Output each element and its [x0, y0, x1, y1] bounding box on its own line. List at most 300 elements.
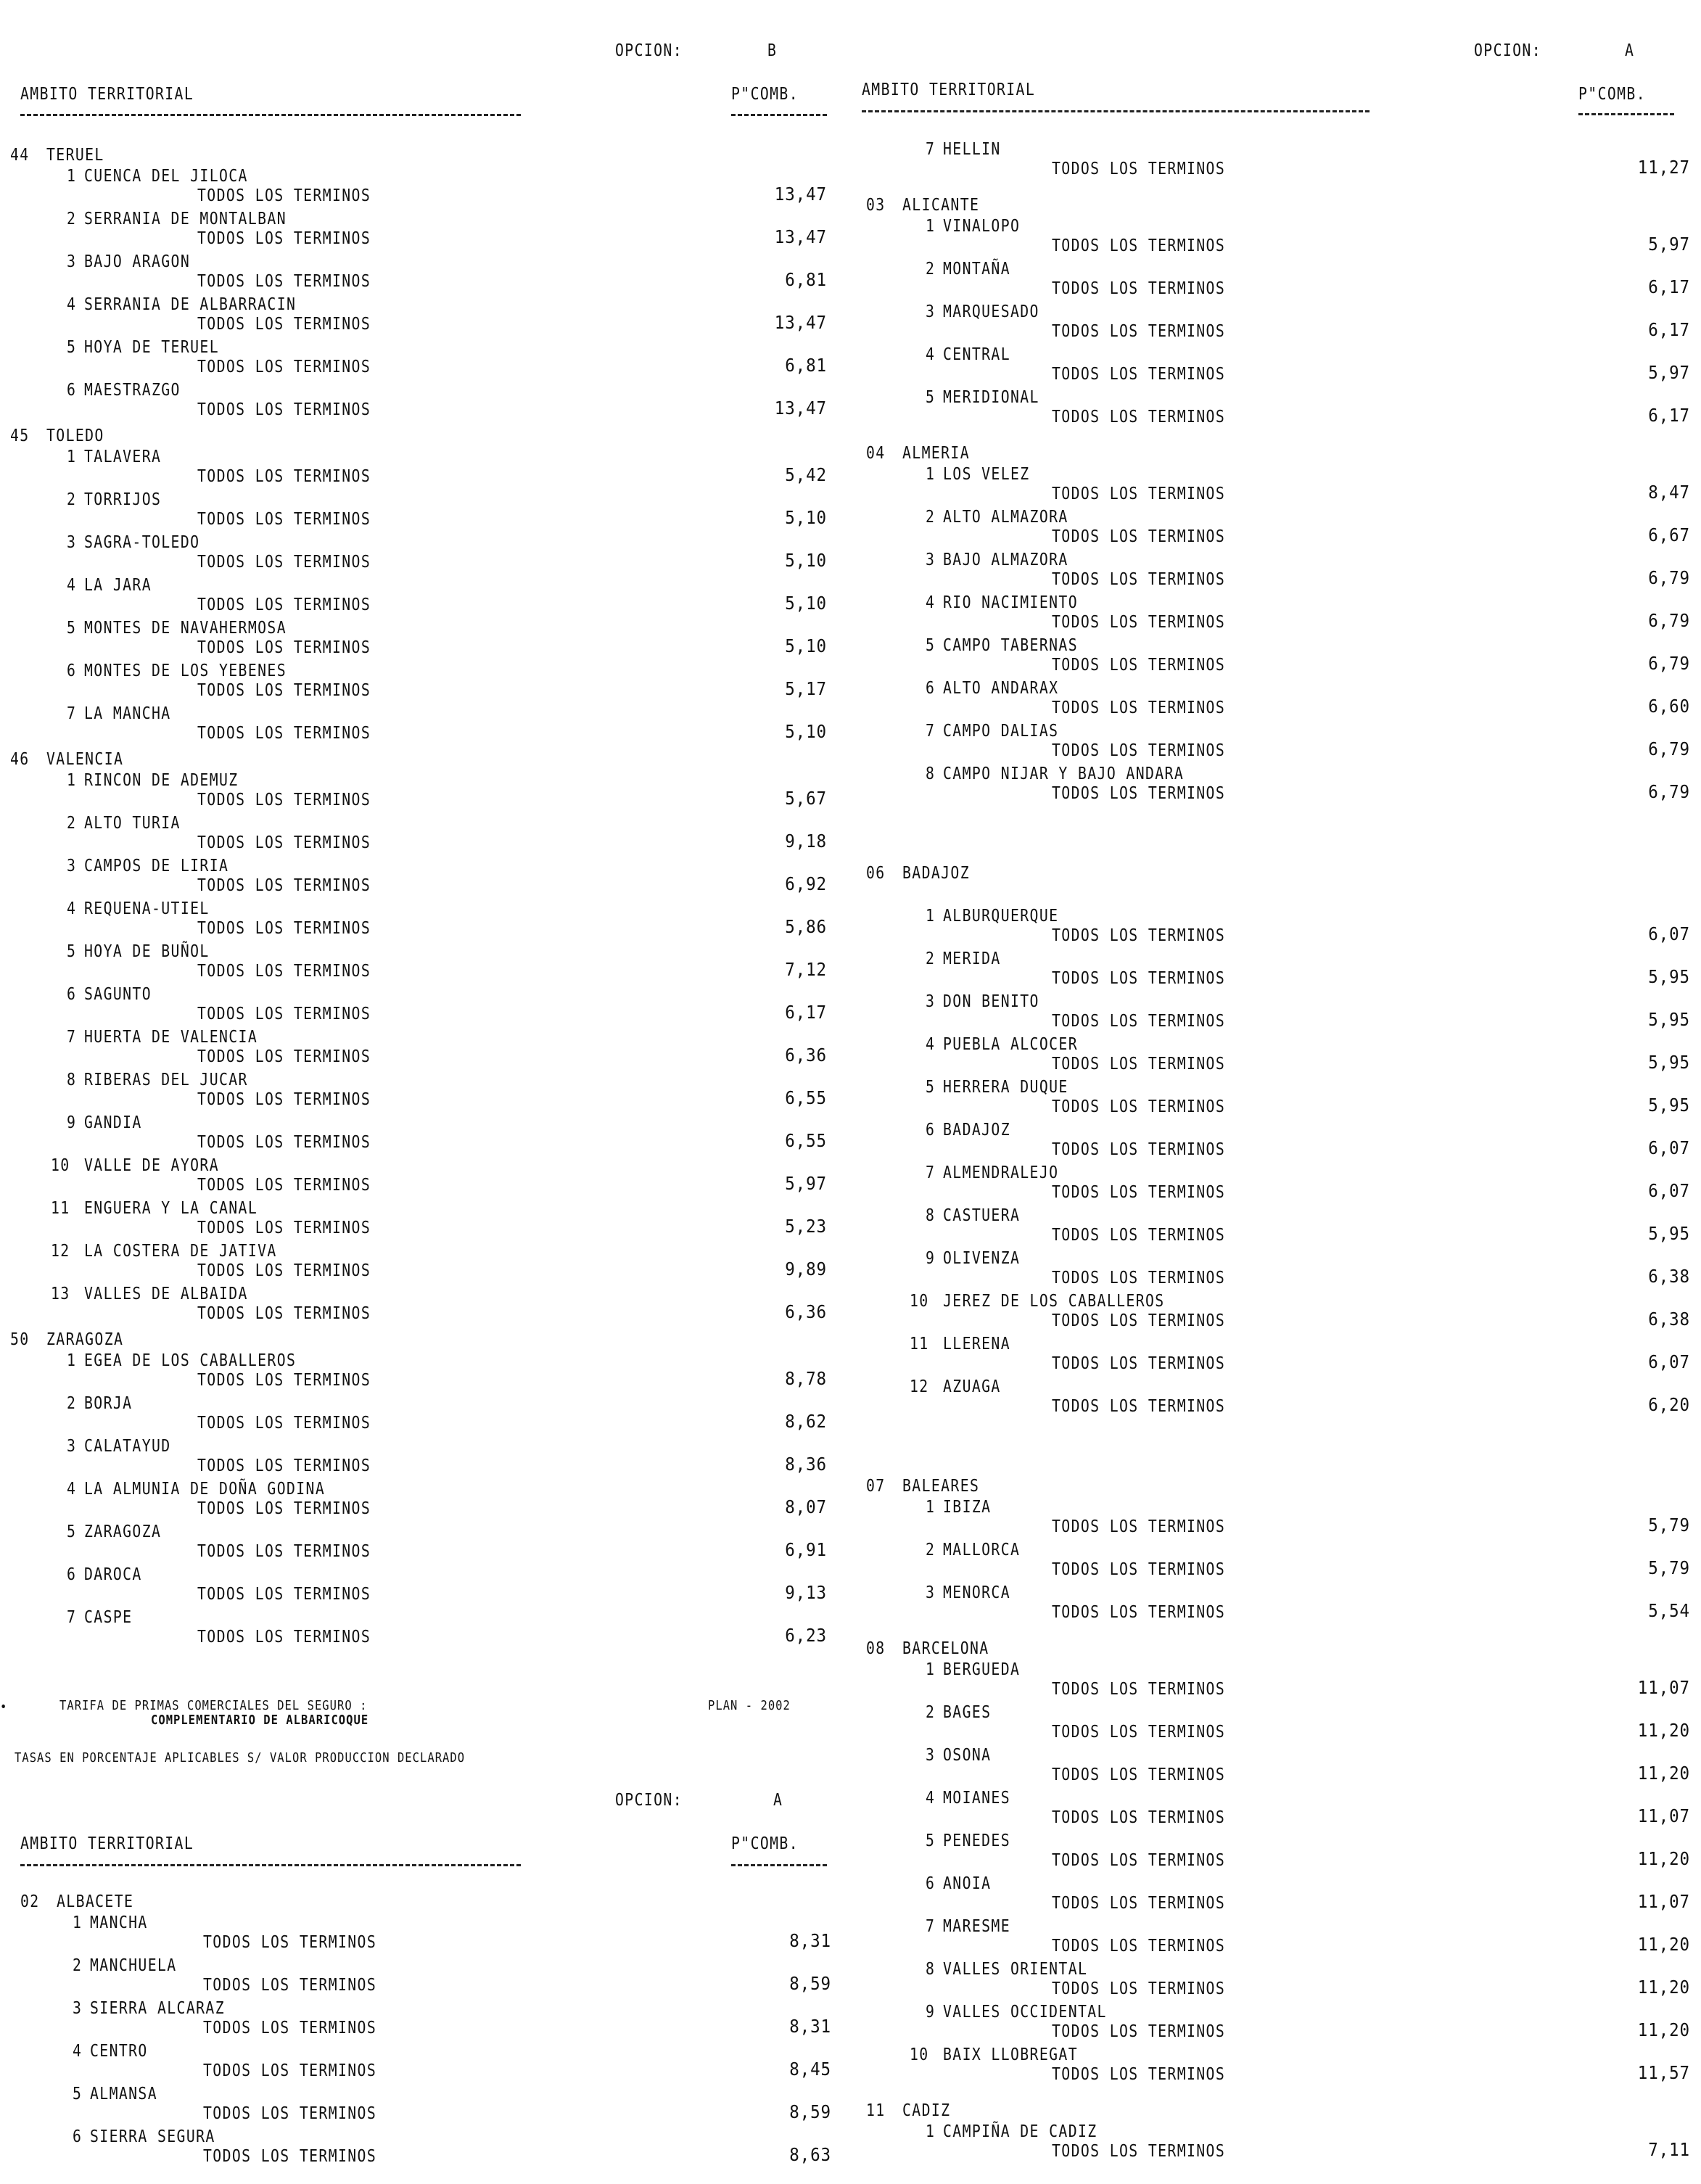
comarca-name: OSONA	[943, 1746, 992, 1765]
comarca-name: CAMPOS DE LIRIA	[84, 857, 229, 875]
premium-rate-value: 6,79	[1648, 781, 1690, 802]
terminos-label: TODOS LOS TERMINOS	[197, 1219, 371, 1237]
terminos-label: TODOS LOS TERMINOS	[197, 791, 371, 809]
province-name: BALEARES	[902, 1477, 980, 1496]
comarca-number: 10	[910, 1292, 929, 1311]
comarca-name: CENTRO	[90, 2042, 148, 2061]
comarca-name: CASPE	[84, 1608, 133, 1627]
comarca-name: MANCHA	[90, 1913, 148, 1932]
comarca-number: 7	[67, 704, 77, 723]
comarca-name: CAMPIÑA DE CADIZ	[943, 2122, 1097, 2141]
premium-rate-value: 6,20	[1648, 1394, 1690, 1415]
comarca-number: 12	[51, 1242, 70, 1261]
terminos-label: TODOS LOS TERMINOS	[203, 2061, 377, 2080]
comarca-name: MERIDA	[943, 949, 1001, 968]
comarca-number: 5	[67, 942, 77, 961]
terminos-label: TODOS LOS TERMINOS	[1052, 1808, 1226, 1827]
comarca-number: 11	[910, 1335, 929, 1353]
premium-rate-value: 6,07	[1648, 1351, 1690, 1372]
terminos-label: TODOS LOS TERMINOS	[197, 1371, 371, 1390]
option-value: A	[773, 1791, 783, 1810]
comarca-name: ALBURQUERQUE	[943, 907, 1059, 926]
comarca-name: MONTAÑA	[943, 260, 1011, 279]
terminos-label: TODOS LOS TERMINOS	[197, 400, 371, 419]
terminos-label: TODOS LOS TERMINOS	[197, 1304, 371, 1323]
comarca-name: MAESTRAZGO	[84, 381, 181, 400]
comarca-name: MONTES DE LOS YEBENES	[84, 662, 287, 680]
header-rule-territory	[20, 114, 521, 116]
comarca-name: BAJO ARAGON	[84, 252, 191, 271]
comarca-name: LLERENA	[943, 1335, 1011, 1353]
terminos-label: TODOS LOS TERMINOS	[1052, 1055, 1226, 1074]
premium-rate-value: 5,79	[1648, 1515, 1690, 1536]
premium-rate-value: 6,81	[785, 269, 827, 290]
comarca-number: 5	[926, 388, 936, 407]
terminos-label: TODOS LOS TERMINOS	[203, 2019, 377, 2037]
terminos-label: TODOS LOS TERMINOS	[197, 1628, 371, 1647]
column-header-territory: AMBITO TERRITORIAL	[20, 85, 194, 104]
terminos-label: TODOS LOS TERMINOS	[203, 2147, 377, 2166]
province-name: TOLEDO	[46, 427, 104, 445]
comarca-name: LA COSTERA DE JATIVA	[84, 1242, 277, 1261]
terminos-label: TODOS LOS TERMINOS	[197, 272, 371, 291]
comarca-name: HELLIN	[943, 140, 1001, 159]
comarca-name: ALMENDRALEJO	[943, 1163, 1059, 1182]
option-label: OPCION:	[1474, 41, 1542, 60]
terminos-label: TODOS LOS TERMINOS	[1052, 1680, 1226, 1699]
comarca-name: HOYA DE BUÑOL	[84, 942, 210, 961]
comarca-name: VINALOPO	[943, 217, 1021, 236]
comarca-number: 6	[926, 1874, 936, 1893]
comarca-number: 6	[67, 985, 77, 1004]
comarca-number: 2	[67, 490, 77, 509]
comarca-number: 8	[67, 1071, 77, 1089]
province-code: 11	[866, 2101, 886, 2120]
comarca-number: 1	[73, 1913, 83, 1932]
column-header-premium: P"COMB.	[1578, 85, 1647, 104]
comarca-number: 1	[67, 771, 77, 790]
premium-rate-value: 5,10	[785, 635, 827, 656]
comarca-number: 9	[926, 2003, 936, 2022]
comarca-name: LA MANCHA	[84, 704, 171, 723]
comarca-number: 1	[926, 2122, 936, 2141]
terminos-label: TODOS LOS TERMINOS	[1052, 656, 1226, 675]
comarca-number: 6	[926, 1121, 936, 1140]
premium-rate-value: 6,17	[785, 1002, 827, 1023]
comarca-number: 6	[73, 2127, 83, 2146]
comarca-name: BADAJOZ	[943, 1121, 1011, 1140]
comarca-number: 6	[926, 679, 936, 698]
comarca-name: DON BENITO	[943, 992, 1039, 1011]
terminos-label: TODOS LOS TERMINOS	[203, 2104, 377, 2123]
terminos-label: TODOS LOS TERMINOS	[197, 1414, 371, 1433]
comarca-name: REQUENA-UTIEL	[84, 899, 210, 918]
premium-rate-value: 6,07	[1648, 1180, 1690, 1201]
terminos-label: TODOS LOS TERMINOS	[1052, 1097, 1226, 1116]
premium-rate-value: 5,79	[1648, 1557, 1690, 1578]
option-label: OPCION:	[615, 1791, 683, 1810]
terminos-label: TODOS LOS TERMINOS	[197, 1176, 371, 1195]
terminos-label: TODOS LOS TERMINOS	[1052, 1140, 1226, 1159]
comarca-name: VALLES ORIENTAL	[943, 1960, 1088, 1979]
terminos-label: TODOS LOS TERMINOS	[1052, 2022, 1226, 2041]
comarca-number: 7	[926, 1163, 936, 1182]
premium-rate-value: 5,10	[785, 507, 827, 528]
premium-rate-value: 13,47	[774, 312, 827, 333]
comarca-name: HERRERA DUQUE	[943, 1078, 1068, 1097]
province-name: TERUEL	[46, 146, 104, 165]
comarca-name: MOIANES	[943, 1789, 1011, 1808]
comarca-name: MONTES DE NAVAHERMOSA	[84, 619, 287, 638]
premium-rate-value: 5,86	[785, 916, 827, 937]
terminos-label: TODOS LOS TERMINOS	[197, 962, 371, 981]
comarca-number: 12	[910, 1377, 929, 1396]
comarca-number: 3	[926, 551, 936, 569]
terminos-label: TODOS LOS TERMINOS	[1052, 570, 1226, 589]
comarca-name: EGEA DE LOS CABALLEROS	[84, 1351, 297, 1370]
header-rule-premium	[731, 114, 827, 116]
premium-rate-value: 5,95	[1648, 1095, 1690, 1116]
comarca-number: 4	[926, 1035, 936, 1054]
premium-rate-value: 13,47	[774, 226, 827, 247]
premium-rate-value: 8,31	[789, 2016, 831, 2037]
premium-rate-value: 11,20	[1637, 1977, 1690, 1998]
comarca-number: 4	[73, 2042, 83, 2061]
comarca-number: 7	[926, 1917, 936, 1936]
comarca-number: 1	[926, 217, 936, 236]
comarca-name: CALATAYUD	[84, 1437, 171, 1456]
left-column	[0, 0, 849, 2184]
comarca-name: LA ALMUNIA DE DOÑA GODINA	[84, 1480, 326, 1499]
tariff-title: TARIFA DE PRIMAS COMERCIALES DEL SEGURO :	[59, 1698, 368, 1713]
terminos-label: TODOS LOS TERMINOS	[197, 1499, 371, 1518]
terminos-label: TODOS LOS TERMINOS	[1052, 613, 1226, 632]
comarca-number: 10	[910, 2045, 929, 2064]
comarca-number: 1	[67, 448, 77, 466]
premium-rate-value: 11,07	[1637, 1677, 1690, 1698]
premium-rate-value: 8,59	[789, 2101, 831, 2122]
comarca-number: 4	[926, 593, 936, 612]
comarca-number: 5	[67, 619, 77, 638]
comarca-number: 3	[926, 1583, 936, 1602]
terminos-label: TODOS LOS TERMINOS	[1052, 1560, 1226, 1579]
comarca-number: 1	[926, 465, 936, 484]
comarca-number: 1	[67, 1351, 77, 1370]
comarca-name: SIERRA ALCARAZ	[90, 1999, 225, 2018]
terminos-label: TODOS LOS TERMINOS	[1052, 741, 1226, 760]
province-name: BADAJOZ	[902, 864, 971, 883]
terminos-label: TODOS LOS TERMINOS	[197, 229, 371, 248]
province-name: BARCELONA	[902, 1639, 989, 1658]
terminos-label: TODOS LOS TERMINOS	[1052, 322, 1226, 341]
terminos-label: TODOS LOS TERMINOS	[1052, 1226, 1226, 1245]
premium-rate-value: 8,07	[785, 1496, 827, 1517]
comarca-number: 2	[67, 814, 77, 833]
plan-label: PLAN - 2002	[708, 1698, 791, 1713]
terminos-label: TODOS LOS TERMINOS	[203, 1976, 377, 1995]
comarca-number: 2	[67, 210, 77, 228]
premium-rate-value: 6,07	[1648, 923, 1690, 944]
comarca-number: 3	[67, 533, 77, 552]
right-column	[856, 0, 1701, 2184]
premium-rate-value: 5,54	[1648, 1600, 1690, 1621]
comarca-number: 6	[67, 1565, 77, 1584]
premium-rate-value: 8,59	[789, 1973, 831, 1994]
comarca-name: SAGRA-TOLEDO	[84, 533, 200, 552]
comarca-name: VALLES DE ALBAIDA	[84, 1285, 248, 1303]
terminos-label: TODOS LOS TERMINOS	[197, 186, 371, 205]
comarca-name: JEREZ DE LOS CABALLEROS	[943, 1292, 1165, 1311]
terminos-label: TODOS LOS TERMINOS	[1052, 160, 1226, 178]
premium-rate-value: 11,27	[1637, 157, 1690, 178]
premium-rate-value: 13,47	[774, 397, 827, 419]
premium-rate-value: 6,55	[785, 1087, 827, 1108]
comarca-name: PENEDES	[943, 1831, 1011, 1850]
comarca-number: 4	[926, 1789, 936, 1808]
premium-rate-value: 8,63	[789, 2144, 831, 2165]
terminos-label: TODOS LOS TERMINOS	[197, 596, 371, 614]
comarca-number: 5	[926, 1078, 936, 1097]
terminos-label: TODOS LOS TERMINOS	[197, 724, 371, 743]
terminos-label: TODOS LOS TERMINOS	[197, 833, 371, 852]
province-code: 06	[866, 864, 886, 883]
premium-rate-value: 6,07	[1648, 1137, 1690, 1158]
premium-rate-value: 11,57	[1637, 2062, 1690, 2083]
comarca-name: VALLE DE AYORA	[84, 1156, 219, 1175]
terminos-label: TODOS LOS TERMINOS	[197, 358, 371, 376]
terminos-label: TODOS LOS TERMINOS	[1052, 1397, 1226, 1416]
terminos-label: TODOS LOS TERMINOS	[197, 876, 371, 895]
premium-rate-value: 9,13	[785, 1582, 827, 1603]
comarca-name: CENTRAL	[943, 345, 1011, 364]
premium-rate-value: 6,38	[1648, 1309, 1690, 1330]
comarca-number: 11	[51, 1199, 70, 1218]
comarca-number: 5	[926, 636, 936, 655]
comarca-name: AZUAGA	[943, 1377, 1001, 1396]
comarca-name: MENORCA	[943, 1583, 1011, 1602]
comarca-number: 5	[67, 338, 77, 357]
comarca-number: 6	[67, 662, 77, 680]
header-rule-premium	[1578, 113, 1674, 115]
premium-rate-value: 5,10	[785, 593, 827, 614]
terminos-label: TODOS LOS TERMINOS	[197, 638, 371, 657]
comarca-number: 9	[926, 1249, 936, 1268]
comarca-number: 1	[926, 1498, 936, 1517]
column-header-premium: P"COMB.	[731, 85, 799, 104]
header-rule-territory	[862, 110, 1370, 112]
premium-rate-value: 6,17	[1648, 405, 1690, 426]
comarca-name: SAGUNTO	[84, 985, 152, 1004]
comarca-name: TALAVERA	[84, 448, 162, 466]
terminos-label: TODOS LOS TERMINOS	[1052, 1765, 1226, 1784]
comarca-name: BORJA	[84, 1394, 133, 1413]
comarca-number: 3	[926, 992, 936, 1011]
comarca-number: 5	[67, 1522, 77, 1541]
option-label: OPCION:	[615, 41, 683, 60]
premium-rate-value: 6,79	[1648, 567, 1690, 588]
province-code: 46	[10, 750, 30, 769]
terminos-label: TODOS LOS TERMINOS	[1052, 2065, 1226, 2084]
terminos-label: TODOS LOS TERMINOS	[197, 1542, 371, 1561]
terminos-label: TODOS LOS TERMINOS	[1052, 2142, 1226, 2161]
comarca-number: 2	[926, 949, 936, 968]
premium-rate-value: 5,95	[1648, 1223, 1690, 1244]
terminos-label: TODOS LOS TERMINOS	[1052, 926, 1226, 945]
premium-rate-value: 8,36	[785, 1454, 827, 1475]
comarca-name: CUENCA DEL JILOCA	[84, 167, 248, 186]
header-rule-premium	[731, 1864, 827, 1866]
premium-rate-value: 6,55	[785, 1130, 827, 1151]
premium-rate-value: 11,20	[1637, 1934, 1690, 1955]
comarca-number: 1	[67, 167, 77, 186]
comarca-number: 2	[67, 1394, 77, 1413]
comarca-number: 4	[67, 899, 77, 918]
comarca-name: CASTUERA	[943, 1206, 1021, 1225]
terminos-label: TODOS LOS TERMINOS	[1052, 408, 1226, 427]
terminos-label: TODOS LOS TERMINOS	[1052, 699, 1226, 717]
comarca-number: 3	[67, 857, 77, 875]
premium-rate-value: 5,97	[1648, 362, 1690, 383]
premium-rate-value: 13,47	[774, 184, 827, 205]
comarca-name: RINCON DE ADEMUZ	[84, 771, 239, 790]
comarca-name: SERRANIA DE ALBARRACIN	[84, 295, 297, 314]
terminos-label: TODOS LOS TERMINOS	[197, 467, 371, 486]
comarca-number: 2	[73, 1956, 83, 1975]
comarca-number: 7	[926, 140, 936, 159]
comarca-name: MALLORCA	[943, 1541, 1021, 1559]
terminos-label: TODOS LOS TERMINOS	[1052, 1851, 1226, 1870]
comarca-name: ALTO ANDARAX	[943, 679, 1059, 698]
terminos-label: TODOS LOS TERMINOS	[1052, 1723, 1226, 1742]
province-name: CADIZ	[902, 2101, 951, 2120]
terminos-label: TODOS LOS TERMINOS	[197, 553, 371, 572]
premium-rate-value: 11,20	[1637, 2019, 1690, 2040]
comarca-name: ALMANSA	[90, 2085, 158, 2103]
terminos-label: TODOS LOS TERMINOS	[1052, 279, 1226, 298]
comarca-number: 13	[51, 1285, 70, 1303]
terminos-label: TODOS LOS TERMINOS	[197, 1005, 371, 1023]
premium-rate-value: 8,47	[1648, 482, 1690, 503]
terminos-label: TODOS LOS TERMINOS	[197, 1585, 371, 1604]
premium-rate-value: 11,07	[1637, 1891, 1690, 1912]
comarca-number: 2	[926, 1703, 936, 1722]
premium-rate-value: 5,95	[1648, 966, 1690, 987]
column-header-territory: AMBITO TERRITORIAL	[862, 81, 1036, 99]
province-code: 45	[10, 427, 30, 445]
premium-rate-value: 9,18	[785, 831, 827, 852]
terminos-label: TODOS LOS TERMINOS	[1052, 1937, 1226, 1956]
premium-rate-value: 8,78	[785, 1368, 827, 1389]
terminos-label: TODOS LOS TERMINOS	[197, 315, 371, 334]
premium-rate-value: 5,95	[1648, 1052, 1690, 1073]
province-code: 08	[866, 1639, 886, 1658]
comarca-name: ALTO ALMAZORA	[943, 508, 1068, 527]
terminos-label: TODOS LOS TERMINOS	[1052, 527, 1226, 546]
terminos-label: TODOS LOS TERMINOS	[1052, 784, 1226, 803]
comarca-name: RIBERAS DEL JUCAR	[84, 1071, 248, 1089]
comarca-name: ENGUERA Y LA CANAL	[84, 1199, 258, 1218]
province-code: 04	[866, 444, 886, 463]
comarca-name: BAGES	[943, 1703, 992, 1722]
premium-rate-value: 6,79	[1648, 653, 1690, 674]
terminos-label: TODOS LOS TERMINOS	[197, 681, 371, 700]
province-code: 50	[10, 1330, 30, 1349]
option-value: B	[767, 41, 778, 60]
terminos-label: TODOS LOS TERMINOS	[1052, 1269, 1226, 1287]
terminos-label: TODOS LOS TERMINOS	[1052, 1354, 1226, 1373]
comarca-name: VALLES OCCIDENTAL	[943, 2003, 1107, 2022]
terminos-label: TODOS LOS TERMINOS	[1052, 969, 1226, 988]
premium-rate-value: 5,97	[785, 1173, 827, 1194]
comarca-name: OLIVENZA	[943, 1249, 1021, 1268]
terminos-label: TODOS LOS TERMINOS	[1052, 1311, 1226, 1330]
comarca-name: BAJO ALMAZORA	[943, 551, 1068, 569]
comarca-number: 2	[926, 260, 936, 279]
premium-rate-value: 6,79	[1648, 738, 1690, 759]
comarca-number: 7	[67, 1028, 77, 1047]
comarca-name: ANOIA	[943, 1874, 992, 1893]
terminos-label: TODOS LOS TERMINOS	[197, 919, 371, 938]
province-name: ALICANTE	[902, 196, 980, 215]
premium-rate-value: 5,97	[1648, 234, 1690, 255]
comarca-number: 3	[73, 1999, 83, 2018]
comarca-name: ZARAGOZA	[84, 1522, 162, 1541]
province-code: 02	[20, 1892, 40, 1911]
premium-rate-value: 6,17	[1648, 319, 1690, 340]
comarca-name: LOS VELEZ	[943, 465, 1030, 484]
premium-rate-value: 6,17	[1648, 276, 1690, 297]
terminos-label: TODOS LOS TERMINOS	[203, 1933, 377, 1952]
comarca-number: 9	[67, 1113, 77, 1132]
comarca-number: 2	[926, 508, 936, 527]
premium-rate-value: 5,95	[1648, 1009, 1690, 1030]
premium-rate-value: 8,45	[789, 2059, 831, 2080]
province-code: 07	[866, 1477, 886, 1496]
comarca-name: CAMPO NIJAR Y BAJO ANDARA	[943, 765, 1185, 783]
comarca-number: 8	[926, 1206, 936, 1225]
comarca-number: 8	[926, 765, 936, 783]
comarca-name: CAMPO TABERNAS	[943, 636, 1078, 655]
premium-rate-value: 11,20	[1637, 1763, 1690, 1784]
premium-rate-value: 6,91	[785, 1539, 827, 1560]
comarca-number: 6	[67, 381, 77, 400]
comarca-number: 1	[926, 907, 936, 926]
premium-rate-value: 9,89	[785, 1258, 827, 1280]
premium-rate-value: 7,11	[1648, 2139, 1690, 2160]
premium-rate-value: 6,67	[1648, 524, 1690, 545]
terminos-label: TODOS LOS TERMINOS	[197, 1456, 371, 1475]
comarca-name: MERIDIONAL	[943, 388, 1039, 407]
comarca-name: CAMPO DALIAS	[943, 722, 1059, 741]
terminos-label: TODOS LOS TERMINOS	[197, 1090, 371, 1109]
premium-rate-value: 6,38	[1648, 1266, 1690, 1287]
comarca-number: 10	[51, 1156, 70, 1175]
comarca-name: LA JARA	[84, 576, 152, 595]
terminos-label: TODOS LOS TERMINOS	[1052, 1183, 1226, 1202]
option-value: A	[1625, 41, 1635, 60]
premium-rate-value: 6,36	[785, 1301, 827, 1322]
rates-description: TASAS EN PORCENTAJE APLICABLES S/ VALOR PRODUCCION DECLARADO	[15, 1750, 466, 1765]
premium-rate-value: 7,12	[785, 959, 827, 980]
comarca-number: 2	[926, 1541, 936, 1559]
terminos-label: TODOS LOS TERMINOS	[1052, 1979, 1226, 1998]
province-name: ALBACETE	[57, 1892, 134, 1911]
province-name: ZARAGOZA	[46, 1330, 124, 1349]
premium-rate-value: 5,23	[785, 1216, 827, 1237]
comarca-name: DAROCA	[84, 1565, 142, 1584]
terminos-label: TODOS LOS TERMINOS	[1052, 236, 1226, 255]
comarca-number: 4	[67, 295, 77, 314]
